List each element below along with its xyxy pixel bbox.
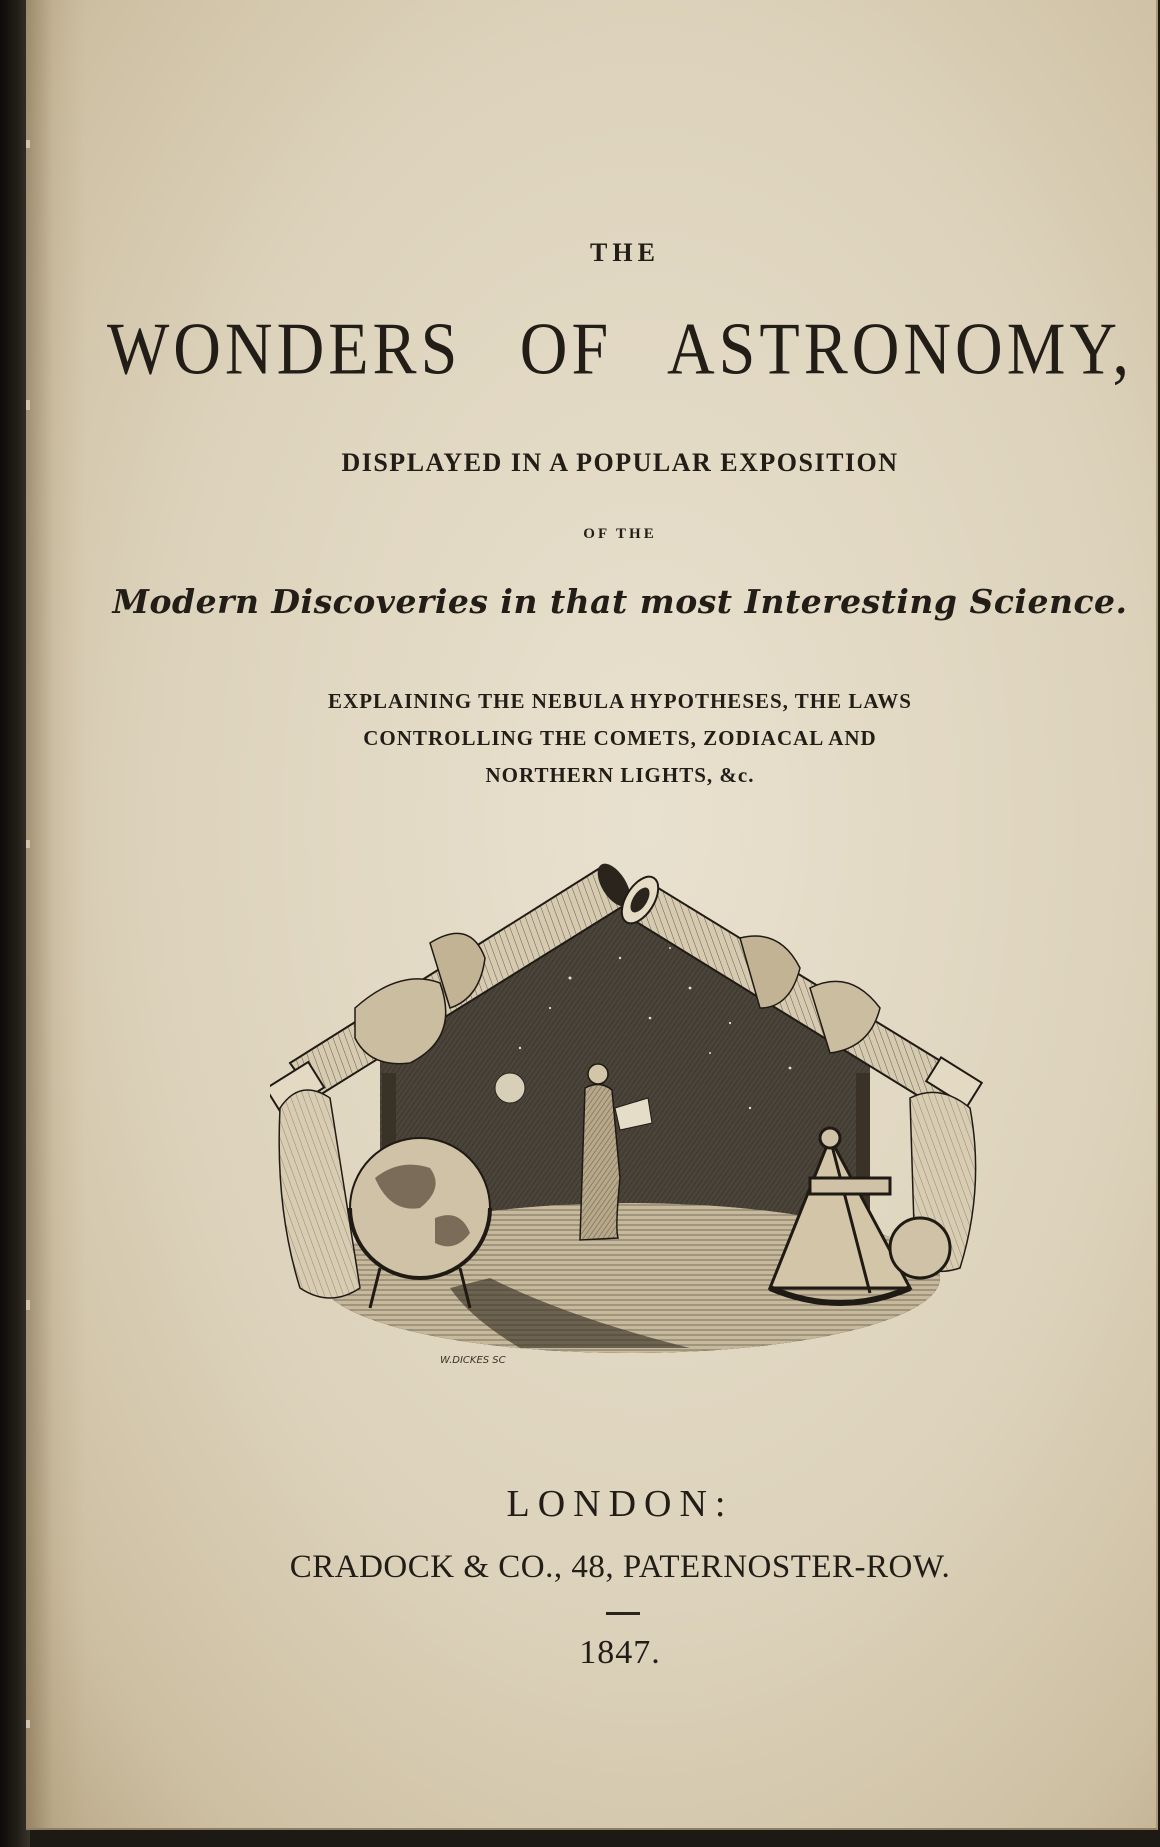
- imprint-city: LONDON:: [506, 1483, 734, 1525]
- main-title: WONDERS OF ASTRONOMY,: [106, 308, 1134, 391]
- description-block: [0, 683, 1160, 794]
- engraver-signature: W.DICKES SC: [440, 1355, 506, 1366]
- binding-thread: [26, 140, 30, 148]
- imprint-year: 1847.: [579, 1634, 661, 1671]
- imprint-rule: [606, 1612, 640, 1615]
- binding-thread: [26, 1300, 30, 1310]
- moon: [495, 1073, 525, 1103]
- subtitle-line: DISPLAYED IN A POPULAR EXPOSITION: [341, 448, 899, 477]
- imprint-publisher: CRADOCK & CO., 48, PATERNOSTER-ROW.: [289, 1549, 951, 1585]
- blackletter-subtitle: Modern Discoveries in that most Interesting Science.: [112, 582, 1128, 621]
- description-line: NORTHERN LIGHTS, &c.: [485, 763, 755, 787]
- binding-thread: [26, 1720, 30, 1728]
- of-the-line: OF THE: [583, 526, 657, 542]
- description-line: CONTROLLING THE COMETS, ZODIACAL AND: [363, 726, 877, 750]
- title-article: THE: [590, 238, 660, 267]
- binding-thread: [26, 400, 30, 410]
- binding-thread: [26, 840, 30, 848]
- description-line: EXPLAINING THE NEBULA HYPOTHESES, THE LAWS: [328, 689, 912, 713]
- astronomy-engraving: [270, 848, 990, 1408]
